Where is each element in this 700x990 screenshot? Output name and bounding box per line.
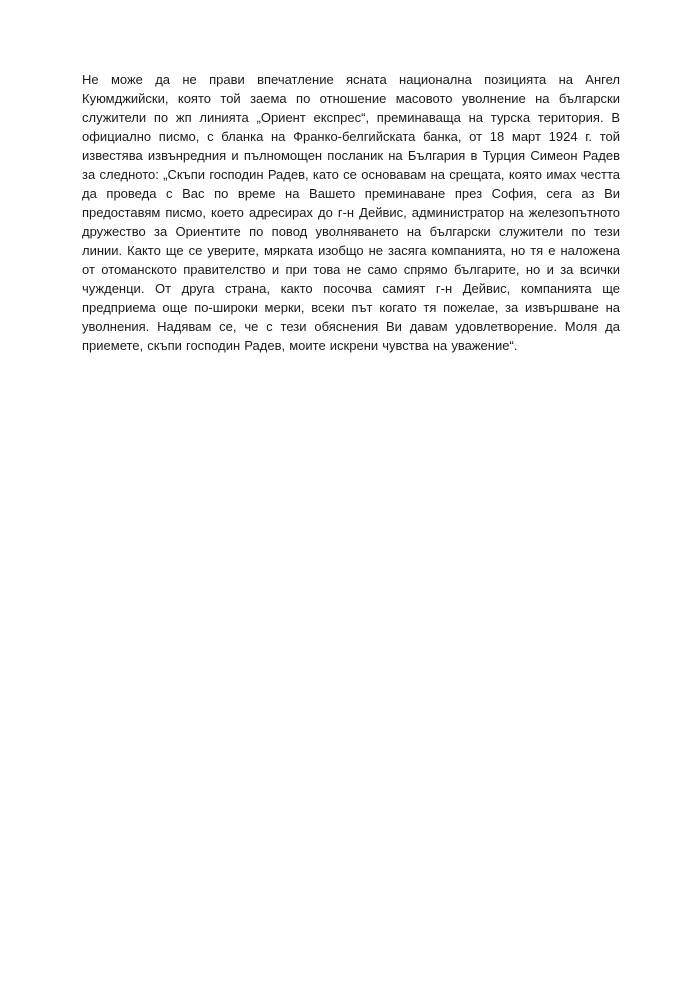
document-body (82, 70, 620, 355)
body-paragraph: Не може да не прави впечатление ясната национална позицията на Ангел Куюмджийски, която той заема по отношение масовото уволнение на български служители по жп линията „Ориент експрес“, преминаваща на турска територия. В официално писмо, с бланка на Франко-белгийската банка, от 18 март 1924 г. той известява извънредния и пълномощен посланик на България в Турция Симеон Радев за следното: „Скъпи господин Радев, като се основавам на срещата, която имах честта да проведа с Вас по време на Вашето преминаване през София, сега аз Ви предоставям писмо, което адресирах до г-н Дейвис, администратор на железопътното дружество за Ориентите по повод уволняването на български служители по тези линии. Както ще се уверите, мярката изобщо не засяга компанията, но тя е наложена от отоманското правителство и при това не само спрямо българите, но и за всички чужденци. От друга страна, както посочва самият г-н Дейвис, компанията ще предприема още по-широки мерки, всеки път когато тя пожелае, за извършване на уволнения. Надявам се, че с тези обяснения Ви давам удовлетворение. Моля да приемете, скъпи господин Радев, моите искрени чувства на уважение“. (82, 72, 620, 353)
